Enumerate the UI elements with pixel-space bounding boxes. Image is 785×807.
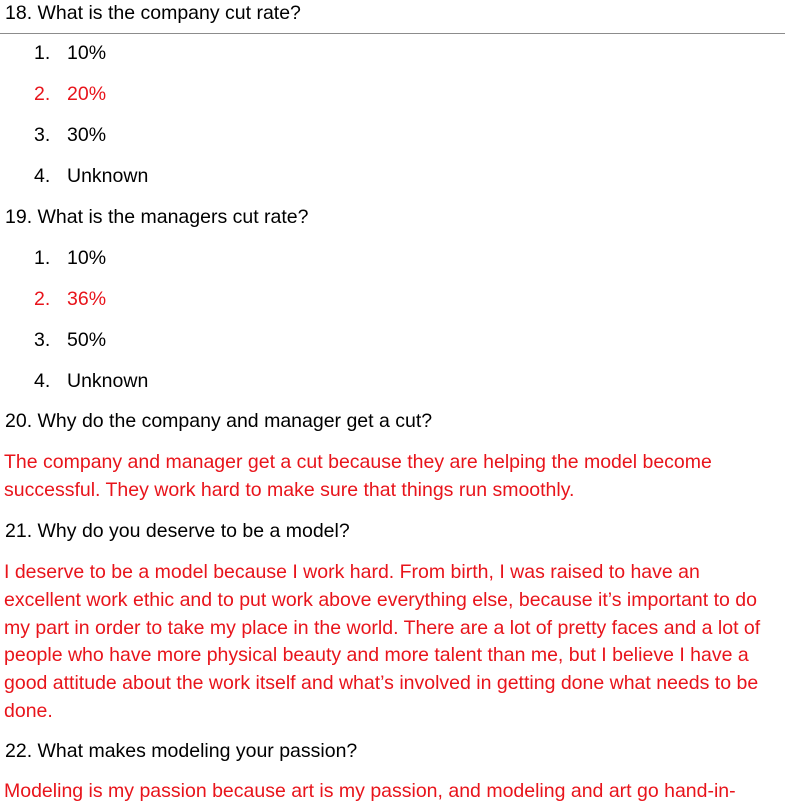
option-label: Unknown xyxy=(67,165,149,187)
q19-option-4 xyxy=(34,369,148,393)
answer-22 xyxy=(4,778,784,806)
option-label: 50% xyxy=(67,329,107,351)
question-18: 18. What is the company cut rate? xyxy=(5,2,301,24)
question-21: 21. Why do you deserve to be a model? xyxy=(5,520,350,542)
option-number: 2. xyxy=(34,83,51,105)
option-number: 4. xyxy=(34,165,51,187)
answer-line: my part in order to take my place in the world. There are a lot of pretty faces and a lot of xyxy=(4,616,761,639)
answer-21 xyxy=(4,559,784,726)
option-number: 4. xyxy=(34,370,51,392)
question-19: 19. What is the managers cut rate? xyxy=(5,206,309,228)
answer-line: done. xyxy=(4,699,53,722)
q18-option-3 xyxy=(34,123,106,147)
answer-line: Modeling is my passion because art is my passion, and modeling and art go hand-in- xyxy=(4,780,736,802)
answer-line: people who have more physical beauty and more talent than me, but I believe I have a xyxy=(4,644,749,667)
answer-line: successful. They work hard to make sure that things run smoothly. xyxy=(4,478,575,501)
q19-option-2-correct xyxy=(34,287,106,311)
q18-option-4 xyxy=(34,164,148,188)
option-label: 10% xyxy=(67,42,107,64)
option-number: 2. xyxy=(34,288,51,310)
answer-line: good attitude about the work itself and what’s involved in getting done what needs to be xyxy=(4,672,759,695)
q18-option-1 xyxy=(34,41,106,65)
answer-line: excellent work ethic and to put work above everything else, because it’s important to do xyxy=(4,588,757,611)
question-20: 20. Why do the company and manager get a cut? xyxy=(5,410,433,432)
q18-option-2-correct xyxy=(34,82,106,106)
option-number: 3. xyxy=(34,329,51,351)
header-divider xyxy=(0,33,785,34)
question-22: 22. What makes modeling your passion? xyxy=(5,740,358,762)
option-number: 3. xyxy=(34,124,51,146)
option-label: 36% xyxy=(67,288,107,310)
option-number: 1. xyxy=(34,247,51,269)
option-label: Unknown xyxy=(67,370,149,392)
answer-line: I deserve to be a model because I work hard. From birth, I was raised to have an xyxy=(4,561,700,583)
option-label: 20% xyxy=(67,83,107,105)
q19-option-3 xyxy=(34,328,106,352)
answer-line: The company and manager get a cut because they are helping the model become xyxy=(4,451,712,473)
option-number: 1. xyxy=(34,42,51,64)
answer-20 xyxy=(4,449,784,505)
option-label: 10% xyxy=(67,247,107,269)
option-label: 30% xyxy=(67,124,107,146)
q19-option-1 xyxy=(34,246,106,270)
